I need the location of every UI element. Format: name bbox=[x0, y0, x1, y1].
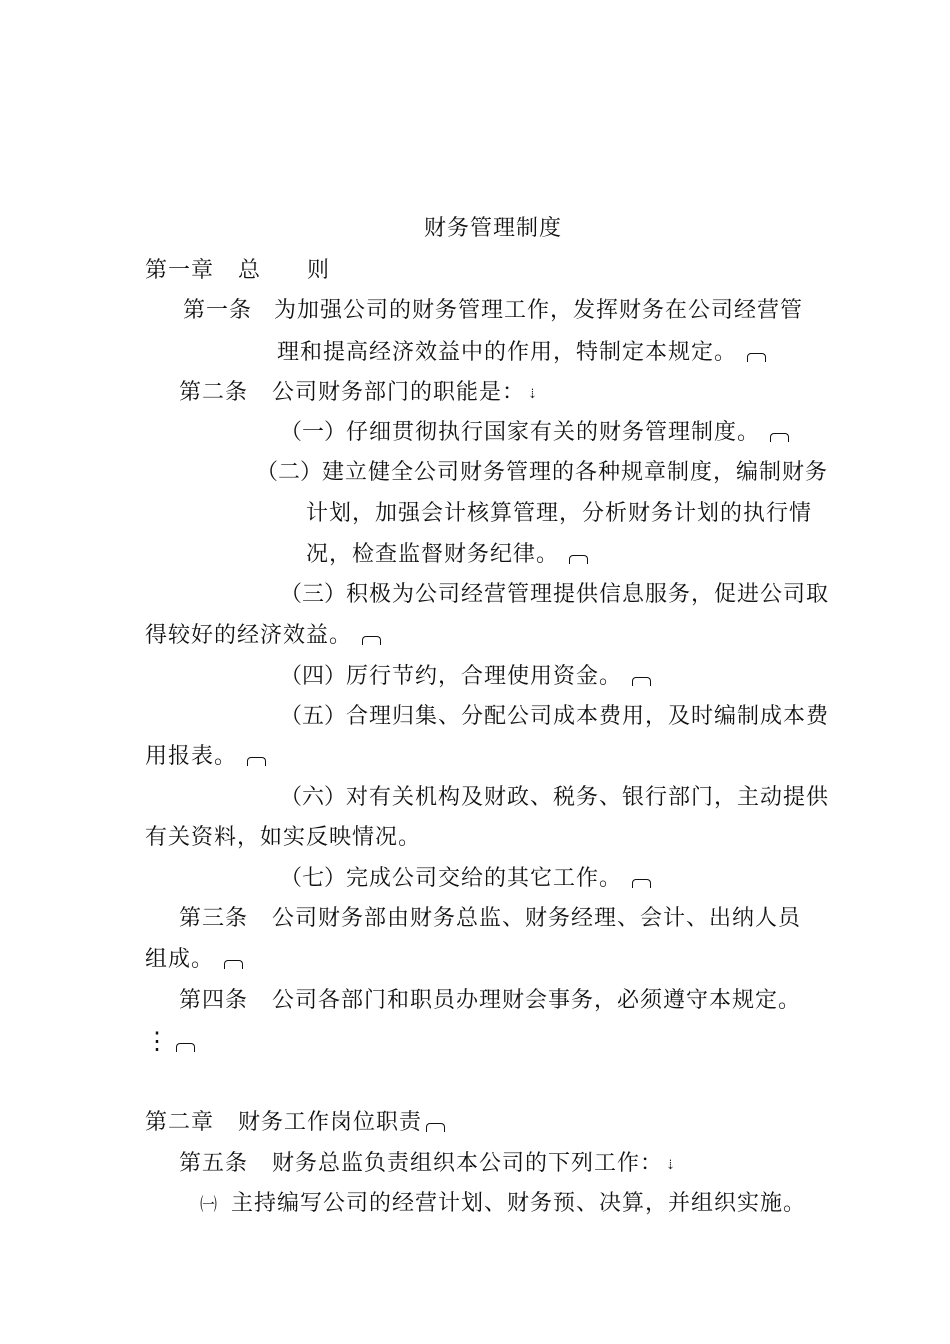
item-text: 合理归集、分配公司成本费用，及时编制成本费 bbox=[346, 704, 830, 729]
article-text: 组成。 bbox=[145, 947, 215, 972]
paragraph-mark-icon bbox=[632, 677, 651, 686]
item-text: 厉行节约，合理使用资金。 bbox=[346, 664, 623, 689]
item-3-line-2 bbox=[145, 621, 381, 651]
item-1-line bbox=[280, 418, 789, 448]
item-text: 建立健全公司财务管理的各种规章制度，编制财务 bbox=[322, 460, 829, 485]
article-5-item-1-line bbox=[200, 1189, 806, 1219]
item-text: 用报表。 bbox=[145, 744, 238, 769]
paragraph-mark-icon bbox=[176, 1043, 195, 1052]
item-number: （五） bbox=[280, 704, 347, 729]
arrow-mark-icon: ⇣ bbox=[665, 1158, 676, 1173]
item-6-line-2 bbox=[145, 823, 421, 853]
article-label: 第三条 bbox=[179, 906, 249, 931]
item-text: 完成公司交给的其它工作。 bbox=[346, 866, 623, 891]
item-text: 主持编写公司的经营计划、财务预、决算，并组织实施。 bbox=[231, 1191, 807, 1216]
item-2-line-3 bbox=[306, 540, 588, 570]
item-5-line-2 bbox=[145, 742, 266, 772]
article-5-line bbox=[179, 1149, 676, 1179]
item-text: 计划，加强会计核算管理，分析财务计划的执行情 bbox=[306, 501, 813, 526]
item-2-line-2 bbox=[306, 499, 812, 529]
article-2-line bbox=[179, 378, 538, 408]
article-label: 第二条 bbox=[179, 380, 249, 405]
article-text: 公司各部门和职员办理财会事务，必须遵守本规定。 bbox=[272, 988, 802, 1013]
paragraph-mark-icon bbox=[224, 960, 243, 969]
article-label: 第四条 bbox=[179, 988, 249, 1013]
item-6-line-1 bbox=[280, 783, 829, 813]
item-number: （四） bbox=[280, 664, 347, 689]
ellipsis-marker: ⋮ bbox=[145, 1027, 170, 1055]
chapter-label: 第一章 bbox=[145, 258, 215, 283]
item-number: （六） bbox=[280, 785, 347, 810]
paragraph-mark-icon bbox=[426, 1123, 445, 1132]
article-1-line-2 bbox=[277, 338, 766, 368]
chapter-text: 财务工作岗位职责 bbox=[238, 1110, 423, 1135]
chapter-label: 第二章 bbox=[145, 1110, 215, 1135]
article-label: 第五条 bbox=[179, 1151, 249, 1176]
item-2-line-1 bbox=[256, 458, 828, 488]
item-text: 得较好的经济效益。 bbox=[145, 623, 353, 648]
chapter-1-heading bbox=[145, 256, 330, 286]
item-text: 况，检查监督财务纪律。 bbox=[306, 542, 560, 567]
article-text: 为加强公司的财务管理工作，发挥财务在公司经营管 bbox=[274, 298, 804, 323]
item-text: 仔细贯彻执行国家有关的财务管理制度。 bbox=[346, 420, 761, 445]
item-number: （三） bbox=[280, 582, 347, 607]
item-3-line-1 bbox=[280, 580, 829, 610]
item-7-line bbox=[280, 864, 651, 894]
article-4-line bbox=[179, 986, 801, 1016]
item-number: ㈠ bbox=[200, 1195, 217, 1215]
paragraph-mark-icon bbox=[632, 879, 651, 888]
chapter-word: 总 bbox=[238, 258, 262, 283]
item-text: 有关资料，如实反映情况。 bbox=[145, 825, 422, 850]
article-4-marker-line bbox=[145, 1028, 195, 1058]
paragraph-mark-icon bbox=[247, 757, 266, 766]
paragraph-mark-icon bbox=[569, 555, 588, 564]
item-number: （七） bbox=[280, 866, 347, 891]
item-5-line-1 bbox=[280, 702, 829, 732]
chapter-2-heading bbox=[145, 1108, 445, 1138]
document-title: 财务管理制度 bbox=[424, 216, 563, 241]
item-4-line bbox=[280, 662, 651, 692]
article-3-line-2 bbox=[145, 945, 243, 975]
item-text: 对有关机构及财政、税务、银行部门，主动提供 bbox=[346, 785, 830, 810]
article-text: 公司财务部门的职能是： bbox=[272, 380, 526, 405]
article-text: 理和提高经济效益中的作用，特制定本规定。 bbox=[277, 340, 738, 365]
arrow-mark-icon: ⇣ bbox=[527, 387, 538, 402]
chapter-word: 则 bbox=[307, 258, 331, 283]
article-text: 财务总监负责组织本公司的下列工作： bbox=[272, 1151, 664, 1176]
item-text: 积极为公司经营管理提供信息服务，促进公司取 bbox=[346, 582, 830, 607]
paragraph-mark-icon bbox=[770, 433, 789, 442]
item-number: （二） bbox=[256, 460, 323, 485]
item-number: （一） bbox=[280, 420, 347, 445]
paragraph-mark-icon bbox=[362, 636, 381, 645]
paragraph-mark-icon bbox=[747, 353, 766, 362]
article-text: 公司财务部由财务总监、财务经理、会计、出纳人员 bbox=[272, 906, 802, 931]
article-label: 第一条 bbox=[183, 298, 253, 323]
article-1-line-1 bbox=[183, 296, 803, 326]
article-3-line-1 bbox=[179, 904, 801, 934]
